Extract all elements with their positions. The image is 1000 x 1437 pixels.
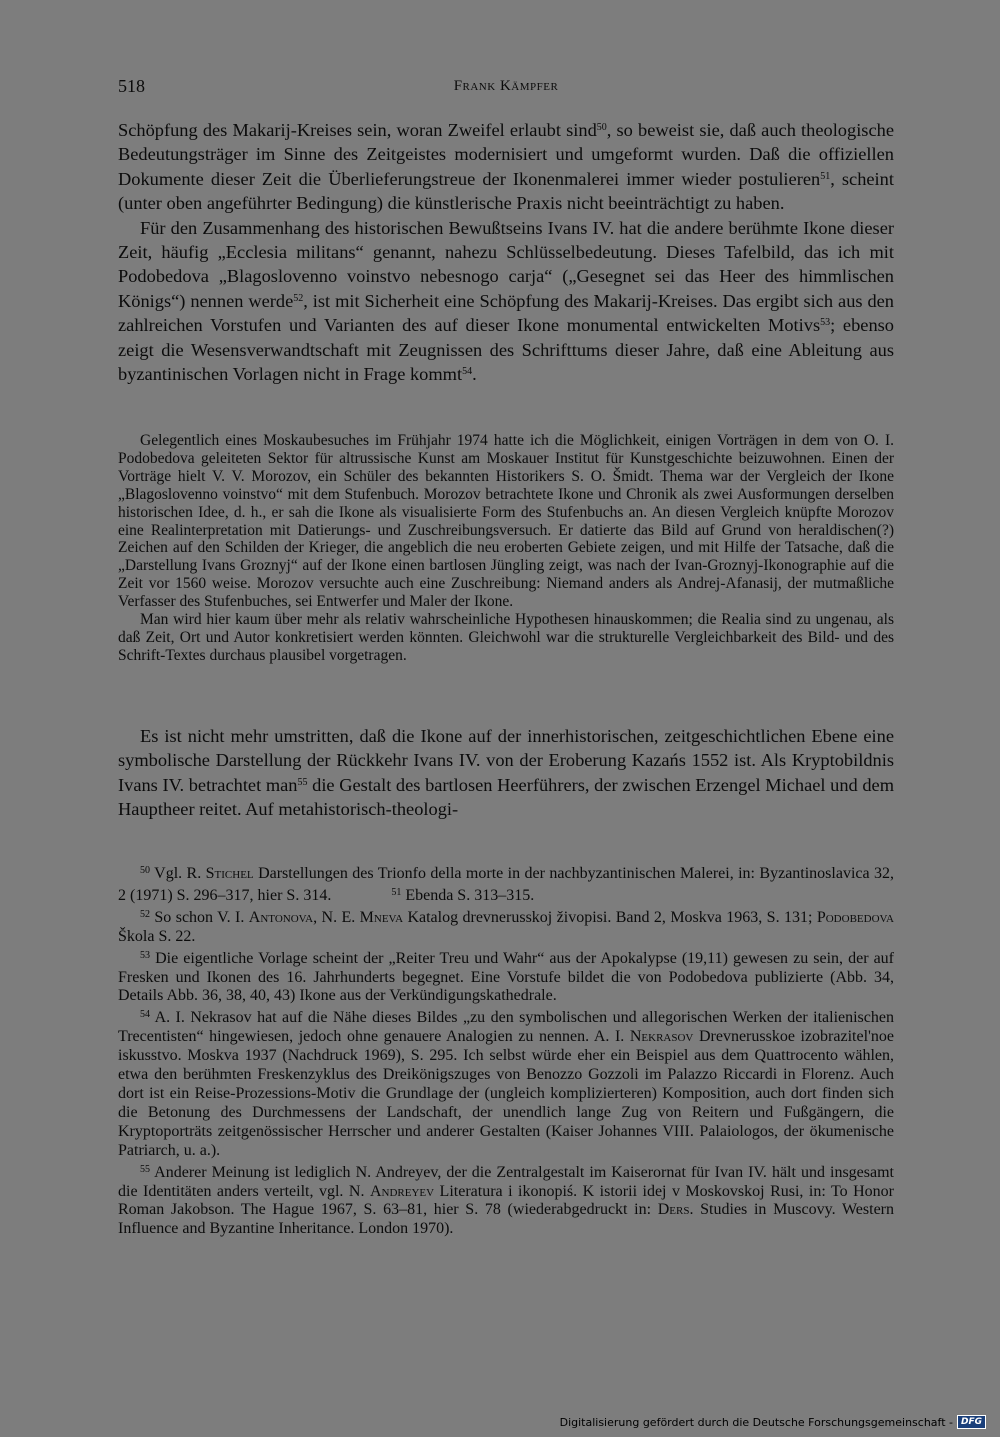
digitization-credit [560, 1415, 986, 1429]
footnote-ref[interactable]: 55 [297, 776, 308, 788]
running-head: Frank Kämpfer [453, 78, 559, 94]
footnote-ref[interactable]: 51 [820, 170, 831, 182]
paragraph: Man wird hier kaum über mehr als relativ wahrscheinliche Hypothesen hinauskommen; die Realia sind zu ungenau, als daß Zeit, Ort und Autor konkretisiert werden könnten. Gleichwohl war die strukturelle Vergleichbarkeit des Bild- und des Schrift-Textes durchaus plausibel vorgetragen. [118, 611, 894, 664]
credit-text: Digitalisierung gefördert durch die Deutsche Forschungsgemeinschaft - [559, 1415, 953, 1429]
footnote-50: $^{50}$ Vgl. R. Stichel Darstellungen des Trionfo della morte in der nachbyzantinischen Malerei, in: Byzantinoslavica 32, 2 (1971) S. 296–317, hier S. 314. $^{51}$ Ebenda S. 313–315. [118, 865, 895, 904]
dfg-logo[interactable]: DFG [957, 1415, 986, 1429]
footnotes [118, 862, 894, 1239]
paragraph: Gelegentlich eines Moskaubesuches im Frühjahr 1974 hatte ich die Möglichkeit, einigen Vorträgen in dem von O. I. Podobedova geleiteten Sektor für altrussische Kunst am Moskauer Institut für Kunstgeschichte beizuwohnen. Einen der Vorträge hielt V. V. Morozov, ein Schüler des bekannten Historikers S. O. Šmidt. Thema war der Vergleich der Ikone „Blagoslovenno voinstvo“ mit dem Stufenbuch. Morozov betrachtete Ikone und Chronik als zwei Ausformungen derselben historischen Idee, d. h., er sah die Ikone als visualisierte Form des Stufenbuchs an. An diesen Vergleich knüpfte Morozov eine Realinterpretation mit Datierungs- und Zuschreibungsversuch. Er datierte das Bild auf Grund von heraldischen(?) Zeichen auf den Schilden der Krieger, die angeblich die neu eroberten Gebiete zeigen, und mit Hilfe der Tatsache, daß die „Darstellung Ivans Groznyj“ auf der Ikone einen bartlosen Jüngling zeigt, was nach der Ivan-Groznyj-Ikonographie auf die Zeit vor 1560 weise. Morozov versuchte auch eine Zuschreibung: Niemand anders als Andrej-Afanasij, der mutmaßliche Verfasser des Stufenbuches, sei Entwerfer und Maler der Ikone. [118, 432, 894, 611]
footnote-ref[interactable]: 52 [293, 292, 304, 304]
footnote-ref[interactable]: 53 [820, 317, 831, 329]
excursus-text [118, 432, 894, 665]
footnote-53: $^{53}$ Die eigentliche Vorlage scheint der „Reiter Treu und Wahr“ aus der Apokalypse (19,11) gewesen zu sein, der auf Fresken und Ikonen des 16. Jahrhunderts begegnet. Eine Vorstufe bildet die von Podobedova publizierte (Abb. 34, Details Abb. 36, 38, 40, 43) Ikone aus der Verkündigungskathedrale. [118, 949, 895, 1005]
paragraph: Für den Zusammenhang des historischen Bewußtseins Ivans IV. hat die andere berühmte Ikone dieser Zeit, häufig „Ecclesia militans“ genannt, nahezu Schlüsselbedeutung. Dieses Tafelbild, das ich mit Podobedova „Blagoslovenno voinstvo nebesnogo carja“ („Gesegnet sei das Heer des himmlischen Königs“) nennen werde$^{52}$, ist mit Sicherheit eine Schöpfung des Makarij-Kreises. Das ergibt sich aus den zahlreichen Vorstufen und Varianten des auf dieser Ikone monumental entwickelten Motivs$^{53}$; ebenso zeigt die Wesensverwandtschaft mit Zeugnissen des Schrifttums dieser Jahre, daß eine Ableitung aus byzantinischen Vorlagen nicht in Frage kommt$^{54}$. [118, 217, 895, 385]
main-text-lower [118, 724, 894, 822]
page-header [118, 76, 894, 100]
footnote-51: 51 [391, 886, 402, 898]
main-text-upper [118, 118, 894, 386]
paragraph: Schöpfung des Makarij-Kreises sein, woran Zweifel erlaubt sind$^{50}$, so beweist sie, daß auch theologische Bedeutungsträger im Sinne des Zeitgeistes modernisiert und umgeformt wurden. Daß die offiziellen Dokumente dieser Zeit die Überlieferungstreue der Ikonenmalerei immer wieder postulieren$^{51}$, scheint (unter oben angeführter Bedingung) die künstlerische Praxis nicht beeinträchtigt zu haben. [118, 120, 894, 214]
footnote-54: $^{54}$ A. I. Nekrasov hat auf die Nähe dieses Bildes „zu den symbolischen und allegorischen Werken der italienischen Trecentisten“ hingewiesen, jedoch ohne genauere Analogien zu nennen. A. I. Nekrasov Drevnerusskoe izobrazitel'noe iskusstvo. Moskva 1937 (Nachdruck 1969), S. 295. Ich selbst würde eher ein Beispiel aus dem Quattrocento wählen, etwa den berühmten Freskenzyklus des Dreikönigszuges von Benozzo Gozzoli im Palazzo Riccardi in Florenz. Auch dort ist ein Reise-Prozessions-Motiv die Grundlage der (ungleich komplizierteren) Komposition, auch dort finden sich die Betonung des Durchmessens der Landschaft, der unendlich lange Zug von Reitern und Fußgängern, die Kryptoporträts zeitgenössischer Herrscher und anderer Gestalten (Kaiser Johannes VIII. Palaiologos, der ökumenische Patriarch, u. a.). [118, 1009, 895, 1159]
page-number: 518 [118, 76, 145, 96]
footnote-ref[interactable]: 54 [462, 366, 473, 378]
footnote-55: $^{55}$ Anderer Meinung ist lediglich N. Andreyev, der die Zentralgestalt im Kaiserornat für Ivan IV. hält und insgesamt die Identitäten anders verteilt, vgl. N. Andreyev Literatura i ikonopiś. K istorii idej v Moskovskoj Rusi, in: To Honor Roman Jakobson. The Hague 1967, S. 63–81, hier S. 78 (wiederabgedruckt in: Ders. Studies in Muscovy. Western Influence and Byzantine Inheritance. London 1970). [118, 1163, 895, 1238]
footnote-ref[interactable]: 50 [596, 122, 607, 133]
paragraph: Es ist nicht mehr umstritten, daß die Ikone auf der innerhistorischen, zeitgeschichtlichen Ebene eine symbolische Darstellung der Rückkehr Ivans IV. von der Eroberung Kazańs 1552 ist. Als Kryptobildnis Ivans IV. betrachtet man$^{55}$ die Gestalt des bartlosen Heerführers, der zwischen Erzengel Michael und dem Hauptheer reitet. Auf metahistorisch-theologi- [118, 726, 894, 820]
footnote-52: $^{52}$ So schon V. I. Antonova, N. E. Mneva Katalog drevnerusskoj živopisi. Band 2, Moskva 1963, S. 131; Podobedova Škola S. 22. [118, 908, 894, 945]
